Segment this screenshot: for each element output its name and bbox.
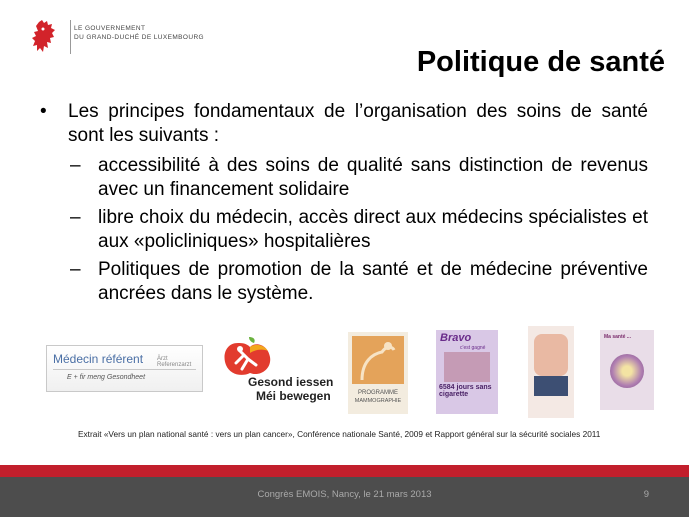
medecin-referent-logo <box>46 345 203 392</box>
sub-bullet <box>40 258 648 306</box>
bravo-poster <box>436 330 498 414</box>
photo-jeans <box>534 376 568 396</box>
bravo-subtitle: c'est gagné <box>460 345 486 351</box>
gesond-iessen-logo <box>220 333 345 411</box>
red-lion-icon <box>30 18 62 56</box>
bullet-intro-text: Les principes fondamentaux de l’organisation des soins de santé sont les suivants : <box>68 101 648 146</box>
mammo-graphic <box>352 336 404 384</box>
sub-bullet <box>40 206 648 254</box>
bravo-title: Bravo <box>440 332 472 344</box>
gov-line-2: DU GRAND-DUCHÉ DE LUXEMBOURG <box>74 34 205 41</box>
brochure-title: Ma santé ... <box>604 334 631 340</box>
page-number: 9 <box>643 489 649 500</box>
sub-bullet-text: accessibilité à des soins de qualité sans distinction de revenus avec un financement solidaire <box>98 155 648 200</box>
health-brochure <box>600 330 654 410</box>
photo-skin <box>534 334 568 376</box>
mammo-line-1: PROGRAMME <box>357 390 398 396</box>
footer-event-text: Congrès EMOIS, Nancy, le 21 mars 2013 <box>257 489 432 500</box>
gesond-line-2: Méi bewegen <box>256 389 331 403</box>
footer-accent-bar <box>0 465 689 477</box>
prevention-photo <box>528 326 574 418</box>
medecin-title: Médecin référent <box>53 352 144 366</box>
sub-bullet-text: libre choix du médecin, accès direct aux médecins spécialistes et aux «policliniques» hospitalières <box>98 207 648 252</box>
sub-bullet-text: Politiques de promotion de la santé et de médecine préventive ancrées dans le système. <box>98 259 648 304</box>
brochure-disc-icon <box>610 354 644 388</box>
medecin-subtitle: E + fir meng Gesondheet <box>67 374 146 381</box>
bullet-marker: • <box>40 101 47 122</box>
gov-line-1: LE GOUVERNEMENT <box>74 25 146 32</box>
gesond-line-1: Gesond iessen <box>248 375 334 389</box>
medecin-small: Ärzt Referenzarzt <box>157 356 192 368</box>
programme-mammographie-logo <box>348 332 408 414</box>
bravo-number: 6584 jours sans cigarette <box>439 384 492 398</box>
logo-divider <box>70 20 71 54</box>
bravo-photo <box>444 352 490 382</box>
source-citation: Extrait «Vers un plan national santé : vers un plan cancer», Conférence nationale Santé, 2009 et Rapport général sur la sécurité sociales 2011 <box>78 429 601 439</box>
government-name <box>74 24 204 42</box>
bullet-list <box>40 100 648 310</box>
sub-bullet-marker: – <box>70 259 81 280</box>
sub-bullet <box>40 154 648 202</box>
mammo-line-2: MAMMOGRAPHIE <box>354 398 402 404</box>
sub-bullet-marker: – <box>70 155 81 176</box>
sub-bullet-marker: – <box>70 207 81 228</box>
bullet-intro <box>40 100 648 148</box>
apple-figure-icon <box>220 333 280 381</box>
slide-title: Politique de santé <box>416 46 665 78</box>
mammo-figure-icon <box>352 336 404 384</box>
medecin-divider <box>53 369 196 370</box>
